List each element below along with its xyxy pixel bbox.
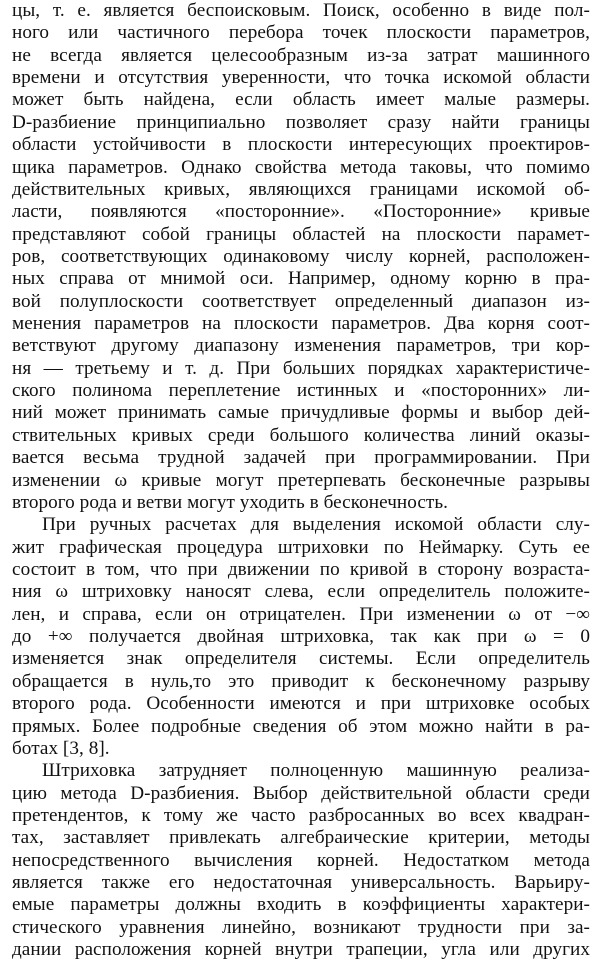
document-page: [12, 0, 590, 961]
text-line: дании расположения корней внутри трапеции, угла или других: [12, 939, 590, 961]
text-line: изменяется знак определителя системы. Если определитель: [12, 648, 590, 670]
text-line: обращается в нуль,то это приводит к бесконечному разрыву: [12, 670, 590, 692]
text-line: области устойчивости в плоскости интересующих проектиров-: [12, 134, 590, 156]
text-line: времени и отсутствия уверенности, что точка искомой области: [12, 67, 590, 89]
text-line: ных справа от мнимой оси. Например, одному корню в пра-: [12, 268, 590, 290]
text-line: вается весьма трудной задачей при программировании. При: [12, 447, 590, 469]
text-line: цию метода D-разбиения. Выбор действительной области среди: [12, 782, 590, 804]
body-text: [12, 0, 590, 961]
text-line: Штриховка затрудняет полноценную машинную реализа-: [42, 760, 590, 782]
text-line: претендентов, к тому же часто разбросанных во всех квадран-: [12, 804, 590, 826]
text-line: ний может принимать самые причудливые формы и выбор дей-: [12, 402, 590, 424]
paragraph: [12, 760, 590, 961]
paragraph: [12, 0, 590, 514]
text-line: является также его недостаточная универсальность. Варьиру-: [12, 872, 590, 894]
text-line: тах, заставляет привлекать алгебраические критерии, методы: [12, 827, 590, 849]
text-line: ного или частичного перебора точек плоскости параметров,: [12, 22, 590, 44]
text-line: емые параметры должны входить в коэффициенты характери-: [12, 894, 590, 916]
text-line: ния ω штриховку наносят слева, если определитель положите-: [12, 581, 590, 603]
text-line: щика параметров. Однако свойства метода таковы, что помимо: [12, 156, 590, 178]
text-line: состоит в том, что при движении по кривой в сторону возраста-: [12, 558, 590, 580]
text-line: представляют собой границы областей на плоскости парамет-: [12, 223, 590, 245]
text-line: стического уравнения линейно, возникают трудности при за-: [12, 916, 590, 938]
text-line: ветствуют другому диапазону изменения параметров, три кор-: [12, 335, 590, 357]
text-line: ласти, появляются «посторонние». «Посторонние» кривые: [12, 201, 590, 223]
text-line: ствительных кривых среди большого количества линий оказы-: [12, 424, 590, 446]
text-line: менения параметров на плоскости параметров. Два корня соот-: [12, 313, 590, 335]
text-line: ров, соответствующих одинаковому числу корней, расположен-: [12, 245, 590, 267]
text-line: второго рода. Особенности имеются и при штриховке особых: [12, 693, 590, 715]
text-line: цы, т. е. является беспоисковым. Поиск, особенно в виде пол-: [12, 0, 590, 21]
text-line: изменении ω кривые могут претерпевать бесконечные разрывы: [12, 469, 590, 491]
text-line: жит графическая процедура штриховки по Неймарку. Суть ее: [12, 536, 590, 558]
text-line: до +∞ получается двойная штриховка, так как при ω = 0: [12, 626, 590, 648]
text-line: непосредственного вычисления корней. Недостатком метода: [12, 849, 590, 871]
text-line: действительных кривых, являющихся границами искомой об-: [12, 178, 590, 200]
text-line: второго рода и ветви могут уходить в бесконечность.: [12, 491, 448, 513]
text-line: ского полинома переплетение истинных и «посторонних» ли-: [12, 380, 590, 402]
text-line: может быть найдена, если область имеет малые размеры.: [12, 89, 590, 111]
text-line: прямых. Более подробные сведения об этом можно найти в ра-: [12, 715, 590, 737]
paragraph: [12, 514, 590, 760]
text-line: ботах [3, 8].: [12, 737, 110, 759]
text-line: вой полуплоскости соответствует определенный диапазон из-: [12, 290, 590, 312]
text-line: лен, и справа, если он отрицателен. При изменении ω от −∞: [12, 603, 590, 625]
text-line: не всегда является целесообразным из-за затрат машинного: [12, 44, 590, 66]
text-line: При ручных расчетах для выделения искомой области слу-: [42, 514, 590, 536]
text-line: D-разбиение принципиально позволяет сразу найти границы: [12, 111, 590, 133]
text-line: ня — третьему и т. д. При больших порядках характеристиче-: [12, 357, 590, 379]
